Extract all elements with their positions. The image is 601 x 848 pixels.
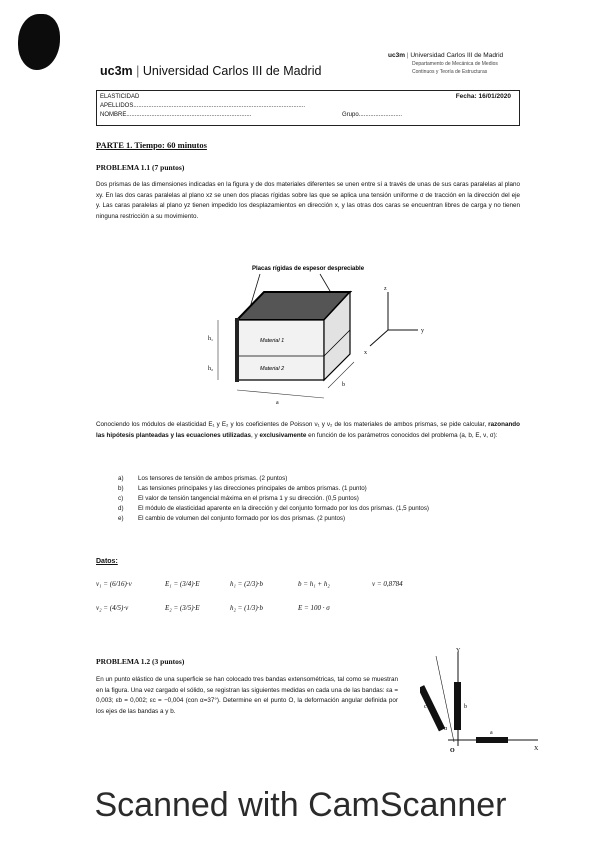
grupo-field: Grupo..........................	[342, 112, 403, 118]
item-letter: a)	[118, 475, 124, 482]
datos-eq: ν₁ = (6/16)·ν	[96, 580, 132, 588]
statement-part-1: Conociendo los módulos de elasticidad E₁ y E₂ y los coeficientes de Poisson ν₁ y ν₂ de los materiales de ambos prismas, se pide calcular,	[96, 421, 489, 428]
label-b: b	[464, 704, 467, 710]
dim-h2: h₂	[208, 366, 214, 372]
university-logo-right: uc3m | Universidad Carlos III de Madrid Departamento de Mecánica de Medios Continuos y Teoría de Estructuras	[388, 52, 504, 75]
problem-2-text: En un punto elástico de una superficie se han colocado tres bandas extensométricas, tal como se muestran en la figura. Una vez cargado el sólido, se registran las siguientes medidas en cada una de las bandas: εa = 0,003; εb = 0,002; εc = −0,004 (con α=37°). Determine en el punto O, la deformación angular definida por los ejes de las bandas a y b.	[96, 676, 398, 715]
logo-right-text: Universidad Carlos III de Madrid	[410, 52, 504, 59]
problem-1-title: PROBLEMA 1.1 (7 puntos)	[96, 163, 185, 172]
band-b	[454, 682, 461, 730]
datos-eq: ν₂ = (4/5)·ν	[96, 604, 129, 612]
department-line-1: Departamento de Mecánica de Medios	[412, 61, 498, 67]
apellidos-field: APELLIDOS.......................................................................................................	[100, 103, 306, 109]
item-text: El cambio de volumen del conjunto formado por los dos prismas. (2 puntos)	[138, 515, 346, 522]
problem-1-intro: Dos prismas de las dimensiones indicadas en la figura y de dos materiales diferentes se unen entre sí a través de unas de sus caras paralelas al plano xy. En las dos caras paralelas al plano xz se unen dos placas rígidas sobre las que se aplica una tensión uniforme σ de tracción en la dirección del eje y. Las caras paralelas al plano yz tienen impedido los desplazamientos en dirección x, y las otras dos caras se encuentran libres de carga y no tienen ninguna restricción a su movimiento.	[96, 181, 520, 220]
datos-eq: h₁ = (2/3)·b	[230, 580, 264, 588]
logo-text: Universidad Carlos III de Madrid	[142, 64, 322, 78]
problem-1-statement	[96, 420, 520, 441]
statement-part-3: en función de los parámetros conocidos del problema (a, b, E, ν, σ):	[306, 431, 498, 439]
material-2-label: Material 2	[260, 366, 285, 372]
axis-z-label: z	[384, 286, 387, 292]
list-item	[118, 504, 518, 514]
exam-header-box	[96, 90, 520, 126]
band-a	[476, 737, 508, 743]
datos-eq: h₂ = (1/3)·b	[230, 604, 264, 612]
logo-right-prefix: uc3m	[388, 52, 405, 59]
list-item	[118, 484, 518, 494]
dim-line-a	[237, 390, 324, 398]
scan-artifact-blot	[18, 14, 60, 70]
list-item	[118, 514, 518, 524]
department-line-2: Continuos y Teoría de Estructuras	[412, 69, 488, 75]
problem-2-title: PROBLEMA 1.2 (3 puntos)	[96, 657, 185, 666]
item-text: Las tensiones principales y las direcciones principales de ambos prismas. (1 punto)	[138, 485, 367, 492]
datos-eq: E = 100 · σ	[298, 604, 330, 612]
label-c: c	[424, 704, 427, 710]
statement-bold-1: razonando las hipótesis planteadas y las ecuaciones utilizadas	[96, 421, 520, 439]
axis-x-line	[370, 330, 388, 346]
label-alpha: α	[444, 726, 448, 732]
section-title: PARTE 1. Tiempo: 60 minutos	[96, 140, 207, 150]
axis-y-label: y	[421, 328, 424, 334]
material-1-label: Material 1	[260, 338, 285, 344]
dim-a: a	[276, 400, 279, 406]
dim-b: b	[342, 382, 345, 388]
item-letter: e)	[118, 515, 124, 522]
nombre-field: NOMBRE...........................................................................	[100, 112, 252, 118]
item-text: Los tensores de tensión de ambos prismas. (2 puntos)	[138, 475, 288, 482]
dim-h1: h₁	[208, 336, 214, 342]
rigid-plate-left	[235, 318, 239, 382]
statement-bold-2: exclusivamente	[259, 431, 307, 439]
item-letter: d)	[118, 505, 124, 512]
list-item	[118, 474, 518, 484]
item-text: El valor de tensión tangencial máxima en el prisma 1 y su dirección. (0,5 puntos)	[138, 495, 359, 502]
label-o: O	[450, 748, 455, 754]
subject-label: ELASTICIDAD	[100, 94, 140, 100]
statement-part-2: , y	[251, 431, 260, 439]
exam-date: Fecha: 16/01/2020	[455, 93, 511, 100]
figure-label: Placas rígidas de espesor despreciable	[252, 266, 365, 272]
datos-title: Datos:	[96, 558, 118, 565]
logo-prefix: uc3m	[100, 64, 133, 78]
item-text: El módulo de elasticidad aparente en la dirección y del conjunto formado por los dos prismas. (1,5 puntos)	[138, 505, 429, 512]
datos-eq: ν = 0,8784	[372, 580, 403, 588]
item-letter: c)	[118, 495, 124, 502]
label-x: X	[534, 746, 539, 752]
university-logo-left: uc3m | Universidad Carlos III de Madrid	[100, 64, 322, 78]
axis-x-label: x	[364, 350, 367, 356]
label-y: Y	[456, 648, 461, 654]
strain-gauge-figure	[420, 646, 550, 758]
datos-eq: b = h₁ + h₂	[298, 580, 330, 588]
prisms-figure	[190, 258, 520, 408]
item-letter: b)	[118, 485, 124, 492]
question-list	[118, 474, 518, 524]
label-a: a	[490, 730, 493, 736]
list-item	[118, 494, 518, 504]
datos-eq: E₂ = (3/5)·E	[165, 604, 200, 612]
datos-eq: E₁ = (3/4)·E	[165, 580, 200, 588]
camscanner-watermark: Scanned with CamScanner	[94, 786, 507, 824]
